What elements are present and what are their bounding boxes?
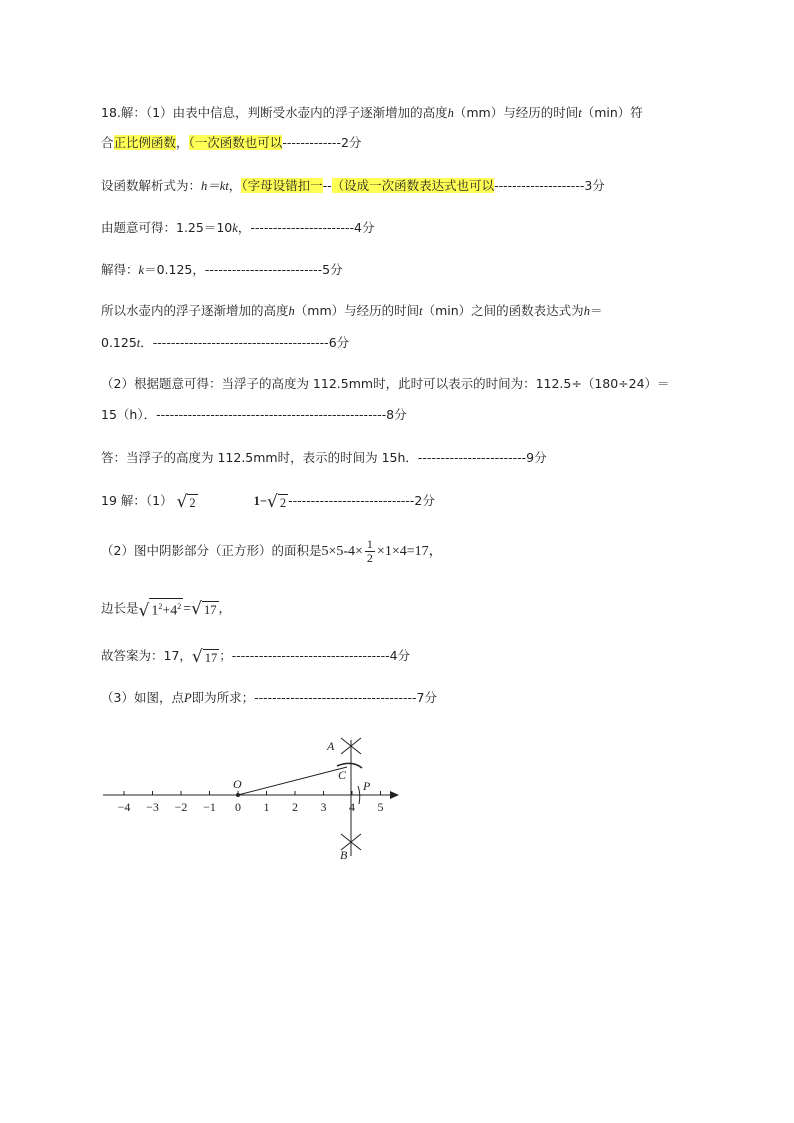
tick-label: 0 [235,800,241,814]
q19-line-2: （2）图中阴影部分（正方形）的面积是5×5-4× $\frac{1}{2}$ ×1×4=17， [101,537,443,565]
tick-label: 4 [349,800,355,814]
number-line-axis [103,791,399,814]
label-p: P [363,779,371,793]
label-b: B [340,848,348,862]
tick-label: 2 [292,800,298,814]
tick-label: 1 [263,800,270,814]
tick-label: −4 [117,800,131,814]
tick-label: 5 [377,800,384,814]
q18-line-6: 所以水壶内的浮子逐渐增加的高度h（mm）与经历的时间t（min）之间的函数表达式为h＝ [101,303,603,318]
segment-oc [238,767,347,795]
tick-label: −2 [174,800,188,814]
q19-line-4: 故答案为：17， √ 17 ；-----------------------------------4分 [101,646,411,667]
label-a: A [327,739,335,753]
q18-line-7: 0.125t．---------------------------------------6分 [101,335,350,350]
q18-line-5: 解得：k＝0.125，--------------------------5分 [101,262,343,277]
sqrt-17: √ 17 [191,598,217,619]
label-o: O [233,777,242,791]
sqrt-sum-squares: √ $1^2+4^2$ [139,598,184,620]
q19-line-3: 边长是 √ $1^2+4^2$ = √ 17 ， [101,598,232,621]
q18-line-3: 设函数解析式为：h＝kt，（字母设错扣一--（设成一次函数表达式也可以--------------------3分 [101,178,605,193]
q19-line-5: （3）如图，点P即为所求；------------------------------------7分 [101,690,437,705]
q18-line-1: 18.解：（1）由表中信息，判断受水壶内的浮子逐渐增加的高度h（mm）与经历的时间t（min）符 [101,105,643,120]
fraction-half: $\frac{1}{2}$ [366,537,373,565]
q18-line-10: 答：当浮子的高度为 112.5mm时，表示的时间为 15h．------------------------9分 [101,450,547,465]
highlight-letter-error: （字母设错扣一 [241,178,323,193]
q18-line-4: 由题意可得：1.25＝10k，-----------------------4分 [101,220,375,235]
highlight-linear-ok: （一次函数也可以 [188,135,283,150]
tick-label: −3 [146,800,159,814]
sqrt-2-b: √ 2 [267,491,287,512]
q19-line-1: 19 解：（1） √ 2 1− √ 2 ----------------------------2分 [101,491,435,512]
tick-label: 3 [320,800,327,814]
sqrt-2: √ 2 [176,491,196,512]
highlight-linear-expr-ok: （设成一次函数表达式也可以 [331,178,495,193]
axis-arrow [390,791,399,799]
sqrt-17-answer: √ 17 [191,646,218,667]
number-line-figure [100,728,410,868]
highlight-proportional: 正比例函数 [113,135,177,150]
tick-label: −1 [203,800,216,814]
q18-line-8: （2）根据题意可得：当浮子的高度为 112.5mm时，此时可以表示的时间为：112.5÷（180÷24）＝ [101,376,670,391]
label-c: C [338,768,347,782]
q18-line-9: 15（h）．---------------------------------------------------8分 [101,407,407,422]
point-o [236,793,240,797]
q18-line-2: 合正比例函数，（一次函数也可以-------------2分 [101,135,362,150]
